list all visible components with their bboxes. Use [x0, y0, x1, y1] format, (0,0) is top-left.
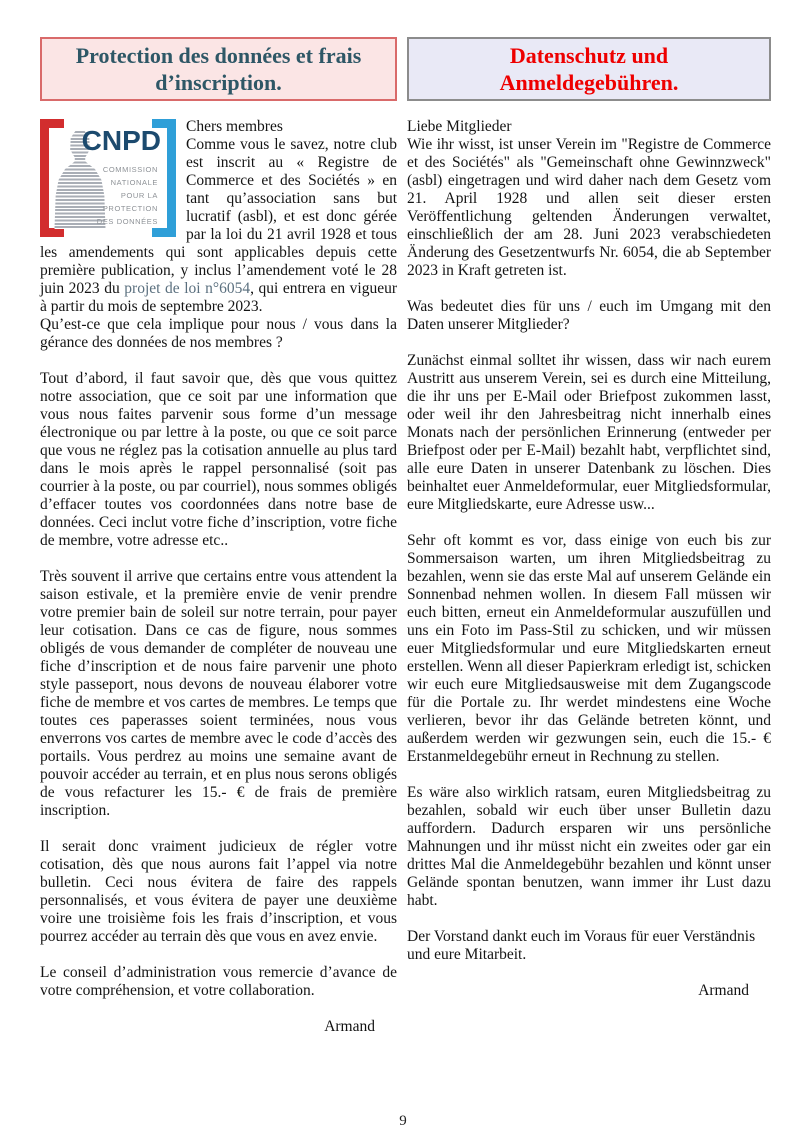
german-title-line1: Datenschutz und: [509, 43, 669, 68]
french-title-line1: Protection des données et frais: [75, 43, 362, 68]
cnpd-tagline-line: POUR LA: [120, 191, 158, 200]
german-paragraph-summer: Sehr oft kommt es vor, dass einige von euch bis zur Sommersaison warten, um ihren Mitgliedsbeitrag zu bezahlen, wenn sie das erste Mal auf unserem Gelände ein Sonnenbad nehmen wollen. In diesem Fall müssen wir euch bitten, erneut ein Anmeldeformular auszufüllen und uns ein Foto im Pass-Stil zu schicken, und wir müssen euer Mitgliedsformular und eure Mitgliedskarten erneut erstellen. Wenn all dieser Papierkram erledigt ist, schicken wir euch eure Mitgliedsausweise mit dem Zugangscode für die Portale zu. Ihr werdet mindestens eine Woche verlieren, bevor ihr das Gelände betreten könnt, und außerdem werden wir gezwungen sein, euch die 15.- € Erstanmeldegebühr erneut in Rechnung zu stellen.: [407, 532, 771, 765]
french-salutation: Chers membres: [186, 118, 283, 135]
cnpd-tagline-line: DES DONNÉES: [96, 217, 158, 226]
german-question-paragraph: Was bedeutet dies für uns / euch im Umgang mit den Daten unserer Mitglieder?: [407, 298, 771, 333]
french-column: [40, 37, 397, 1036]
cnpd-tagline: [97, 163, 158, 228]
german-paragraph-leaving: Zunächst einmal solltet ihr wissen, dass wir nach eurem Austritt aus unserem Verein, sei es durch eine Mitteilung, die ihr uns per E-Mail oder Briefpost zukommen lasst, oder weil ihr den Jahresbeitrag nicht innerhalb eines Monats nach der persönlichen Erinnerung (entweder per Briefpost oder per E-Mail) bezahlt habt, verpflichtet sind, alle eure Daten in unserer Datenbank zu löschen. Dies beinhaltet euer Anmeldeformular, euer Mitgliedsformular, eure Mitgliedskarte, eure Adresse usw...: [407, 352, 771, 513]
french-intro-text-b: , qui entrera en vigueur à partir du mois de septembre 2023.: [40, 280, 397, 315]
german-paragraph-advice: Es wäre also wirklich ratsam, euren Mitgliedsbeitrag zu bezahlen, sobald wir euch über unser Bulletin dazu auffordern. Dadurch ersparen wir uns persönliche Mahnungen und ihr müsst nicht ein zweites oder gar ein drittes Mal die Anmeldegebühr bezahlen und könnt unser Gelände spontan benutzen, wann immer ihr Lust dazu habt.: [407, 784, 771, 909]
cnpd-tagline-line: COMMISSION: [102, 165, 158, 174]
french-title-box: [40, 37, 397, 101]
german-title-line2: Anmeldegebühren.: [499, 70, 679, 95]
german-intro-paragraph: [407, 118, 771, 280]
french-title-line2: d’inscription.: [155, 70, 282, 95]
cnpd-logo: [40, 119, 176, 237]
cnpd-wordmark: CNPD: [81, 125, 161, 156]
page-number: 9: [399, 1113, 407, 1129]
law-draft-link[interactable]: projet de loi n°6054: [124, 280, 251, 297]
french-paragraph-summer: Très souvent il arrive que certains entre vous attendent la saison estivale, et la première envie de venir prendre votre premier bain de soleil sur notre terrain, pour payer leur cotisation. Dans ce cas de figure, nous sommes obligés de vous demander de compléter de nouveau une fiche d’inscription et de nous faire parvenir une photo style passeport, nous devons de nouveau élaborer votre fiche de membre et vos cartes de membres. Le temps que toutes ces paperasses soient terminées, nous vous enverrons vos cartes de membre avec le code d’accès des portails. Vous perdrez au moins une semaine avant de pouvoir accéder au terrain, et en plus nous serons obligés de vous refacturer les 15.- € de frais de première inscription.: [40, 568, 397, 819]
cnpd-tagline-line: PROTECTION: [102, 204, 158, 213]
french-question-paragraph: Qu’est-ce que cela implique pour nous / vous dans la gérance des données de nos membres ?: [40, 316, 397, 351]
french-paragraph-leaving: Tout d’abord, il faut savoir que, dès que vous quittez notre association, que ce soit par une information que vous nous faites parvenir sous forme d’un message électronique ou par lettre à la poste, ou que ce soit parce que vous ne réglez pas la cotisation annuelle au plus tard dans le mois après le rappel personnalisé (soit pas courrier à la poste, ou par courriel), nous sommes obligés d’effacer toutes vos coordonnées dans notre base de données. Ceci inclut votre fiche d’inscription, votre fiche de membre, votre adresse etc..: [40, 370, 397, 549]
german-intro-text: Wie ihr wisst, ist unser Verein im "Registre de Commerce et des Sociétés" als "Gemeinschaft ohne Gewinnzweck" (asbl) eingetragen und wird daher nach dem Gesetz vom 21. April 1928 und allen seit dieser ersten Veröffentlichung geltenden Änderungen verwaltet, einschließlich der am 28. Juni 2023 verabschiedeten Änderung des Gesetzentwurfs Nr. 6054, die ab September 2023 in Kraft getreten ist.: [407, 136, 771, 279]
german-salutation: Liebe Mitglieder: [407, 118, 512, 135]
german-paragraph-thanks: Der Vorstand dankt euch im Voraus für euer Verständnis und eure Mitarbeit.: [407, 928, 756, 963]
french-paragraph-advice: Il serait donc vraiment judicieux de régler votre cotisation, dès que nous aurons fait l’appel via notre bulletin. Ceci nous évitera de faire des rappels personnalisés, et vous évitera de payer une deuxième voire une troisième fois les frais d’inscription, et vous pourrez accéder au terrain dès que vous en avez envie.: [40, 838, 397, 945]
french-intro-paragraph: [40, 118, 397, 316]
german-column: [407, 37, 771, 1000]
cnpd-tagline-line: NATIONALE: [110, 178, 158, 187]
german-signature: Armand: [698, 982, 749, 999]
german-title-box: [407, 37, 771, 101]
french-intro-text-a: Comme vous le savez, notre club est inscrit au « Registre de Commerce et des Sociétés » en tant qu’association sans but lucratif (asbl), et est donc gérée par la loi du 21 avril 1928 et tous les amendements qui sont applicables depuis cette première publication, y inclus l’amendement voté le 28 juin 2023 du: [40, 136, 397, 297]
french-paragraph-thanks: Le conseil d’administration vous remercie d’avance de votre compréhension, et votre collaboration.: [40, 964, 397, 999]
french-signature: Armand: [324, 1018, 375, 1035]
